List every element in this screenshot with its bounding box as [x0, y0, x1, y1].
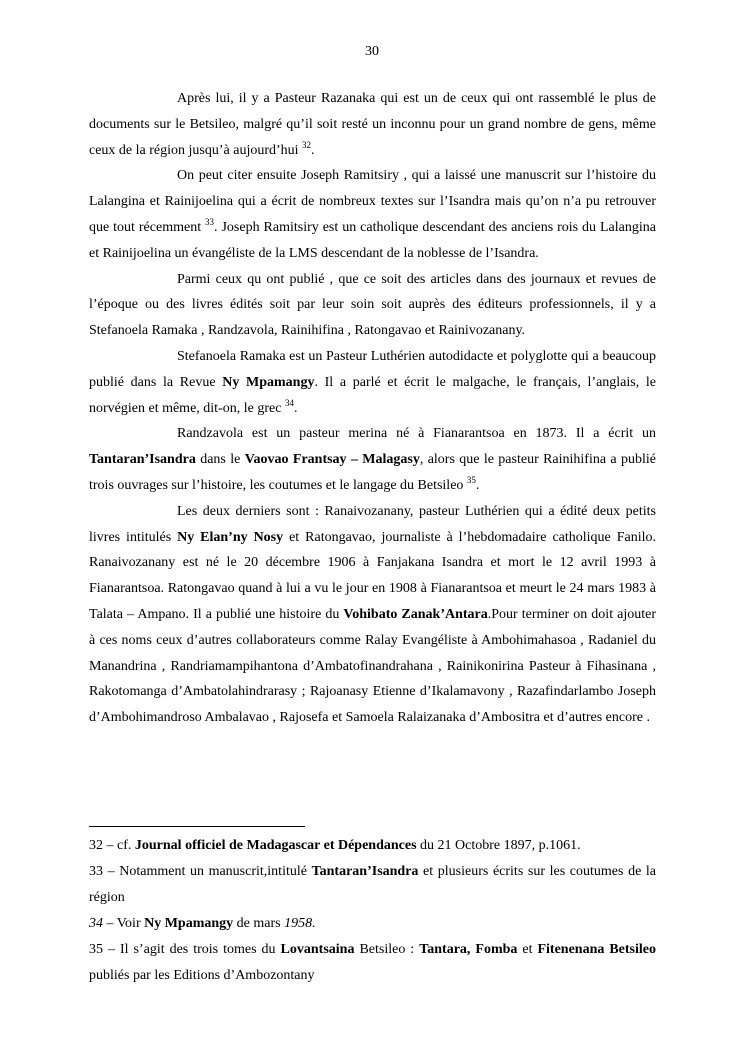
paragraph-text: Les deux derniers sont : Ranaivozanany, pasteur Luthérien qui a édité deux petits livres intitulés [89, 503, 656, 545]
paragraph-text-continued: . Joseph Ramitsiry est un catholique descendant des anciens rois du Lalangina et Rainijoelina un évangéliste de la LMS descendant de la noblesse de l’Isandra. [89, 219, 656, 261]
paragraph-randzavola [89, 421, 656, 498]
paragraph-end: . [293, 400, 298, 416]
paragraph-last-two [89, 499, 656, 731]
paragraph-end: . [475, 477, 480, 493]
footnote-text: du 21 Octobre 1897, p.1061. [416, 838, 581, 853]
title-tantaran-isandra: Tantaran’Isandra [89, 452, 196, 468]
footnote-text: publiés par les Editions d’Ambozontany [89, 968, 315, 983]
footnote-32 [89, 833, 656, 859]
footnote-bold: Lovantsaina [280, 942, 355, 957]
footnote-text: 33 – Notamment un manuscrit,intitulé [89, 864, 312, 879]
footnote-number: 34 [89, 916, 103, 931]
footnotes [89, 833, 656, 989]
paragraph-text-continued: .Pour terminer on doit ajouter à ces noms ceux d’autres collaborateurs comme Ralay Evangéliste à Ambohimahasoa , Radaniel du Manandrina , Randriamampihantona d’Ambatofinandrahana , Rainikonirina Pasteur à Fihasinana , Rakotomanga d’Ambatolahindrarasy ; Rajoanasy Etienne d’Ikalamavony , Razafindarlambo Joseph d’Ambohimandroso Ambalavao , Rajosefa et Samoela Ralaizanaka d’Ambositra et d’autres encore . [89, 606, 657, 726]
page-number: 30 [365, 44, 379, 59]
footnote-text: – Voir [103, 916, 145, 931]
paragraph-text-continued: et Ratongavao, journaliste à l’hebdomadaire catholique Fanilo. Ranaivozanany est né le 20 décembre 1906 à Fanjakana Isandra et mort le 12 avril 1993 à Fianarantsoa. Ratongavao quand à lui a vu le jour en 1908 à Fianarantsoa et meurt le 24 mars 1983 à Talata – Ampano. Il a publié une histoire du [89, 529, 656, 622]
title-ny-mpamangy: Ny Mpamangy [222, 374, 315, 390]
paragraph-text: Après lui, il y a Pasteur Razanaka qui est un de ceux qui ont rassemblé le plus de documents sur le Betsileo, malgré qu’il soit resté un inconnu pour un grand nombre de gens, même ceux de la région jusqu’à aujourd’hui [89, 91, 656, 158]
footnote-bold: Ny Mpamangy [144, 916, 234, 931]
paragraph-ramaka [89, 344, 656, 421]
title-ny-elanny-nosy: Ny Elan’ny Nosy [177, 529, 284, 545]
footnote-text: Betsileo : [354, 942, 420, 957]
body-text [89, 86, 656, 731]
paragraph-razanaka [89, 86, 656, 163]
paragraph-text: On peut citer ensuite Joseph Ramitsiry , qui a laissé une manuscrit sur l’histoire du Lalangina et Rainijoelina qui a écrit de nombreux textes sur l’Isandra mais qu’on n’a pu retrouver que tout récemment [89, 168, 656, 235]
footnote-ref-33[interactable]: 33 [205, 216, 215, 227]
footnote-text: de mars [233, 916, 285, 931]
paragraph-ramitsiry [89, 163, 656, 266]
paragraph-end: . [311, 142, 315, 158]
footnote-33 [89, 859, 656, 911]
footnote-ref-34[interactable]: 34 [284, 397, 294, 408]
footnote-ref-32[interactable]: 32 [302, 139, 312, 150]
footnote-text: 32 – cf. [89, 838, 135, 853]
footnote-text: et plusieurs écrits sur les coutumes de la région [89, 864, 657, 905]
paragraph-text: Parmi ceux qu ont publié , que ce soit des articles dans des journaux et revues de l’époque ou des livres édités soit par leur soin soit auprès des éditeurs professionnels, il y a Stefanoela Ramaka , Randzavola, Rainihifina , Ratongavao et Rainivozanany. [89, 271, 656, 339]
footnote-text: 35 – Il s’agit des trois tomes du [89, 942, 281, 957]
paragraph-text: Randzavola est un pasteur merina né à Fianarantsoa en 1873. Il a écrit un [177, 426, 656, 442]
footnote-separator [89, 826, 305, 827]
paragraph-text-continued: , alors que le pasteur Rainihifina a publié trois ouvrages sur l’histoire, les coutumes et le langage du Betsileo [89, 452, 656, 493]
paragraph-publishers [89, 267, 656, 344]
footnote-bold: Journal officiel de Madagascar et Dépendances [134, 838, 417, 853]
footnote-year: 1958. [284, 916, 316, 931]
footnote-ref-35[interactable]: 35 [466, 474, 476, 485]
footnote-35 [89, 937, 656, 989]
paragraph-text: Stefanoela Ramaka est un Pasteur Luthérien autodidacte et polyglotte qui a beaucoup publié dans la Revue [89, 348, 656, 390]
title-vaovao-frantsay: Vaovao Frantsay – Malagasy [244, 452, 420, 468]
footnote-bold: Tantaran’Isandra [311, 864, 419, 879]
footnote-bold: Tantara, Fomba [419, 942, 518, 957]
footnote-text: et [517, 942, 538, 957]
paragraph-text-continued: . Il a parlé et écrit le malgache, le français, l’anglais, le norvégien et même, dit-on, le grec [89, 374, 656, 416]
footnote-bold: Fitenenana Betsileo [537, 942, 656, 957]
paragraph-text-continued: dans le [195, 452, 245, 468]
title-vohibato-zanakantara: Vohibato Zanak’Antara [343, 606, 488, 622]
footnote-34 [89, 911, 656, 937]
